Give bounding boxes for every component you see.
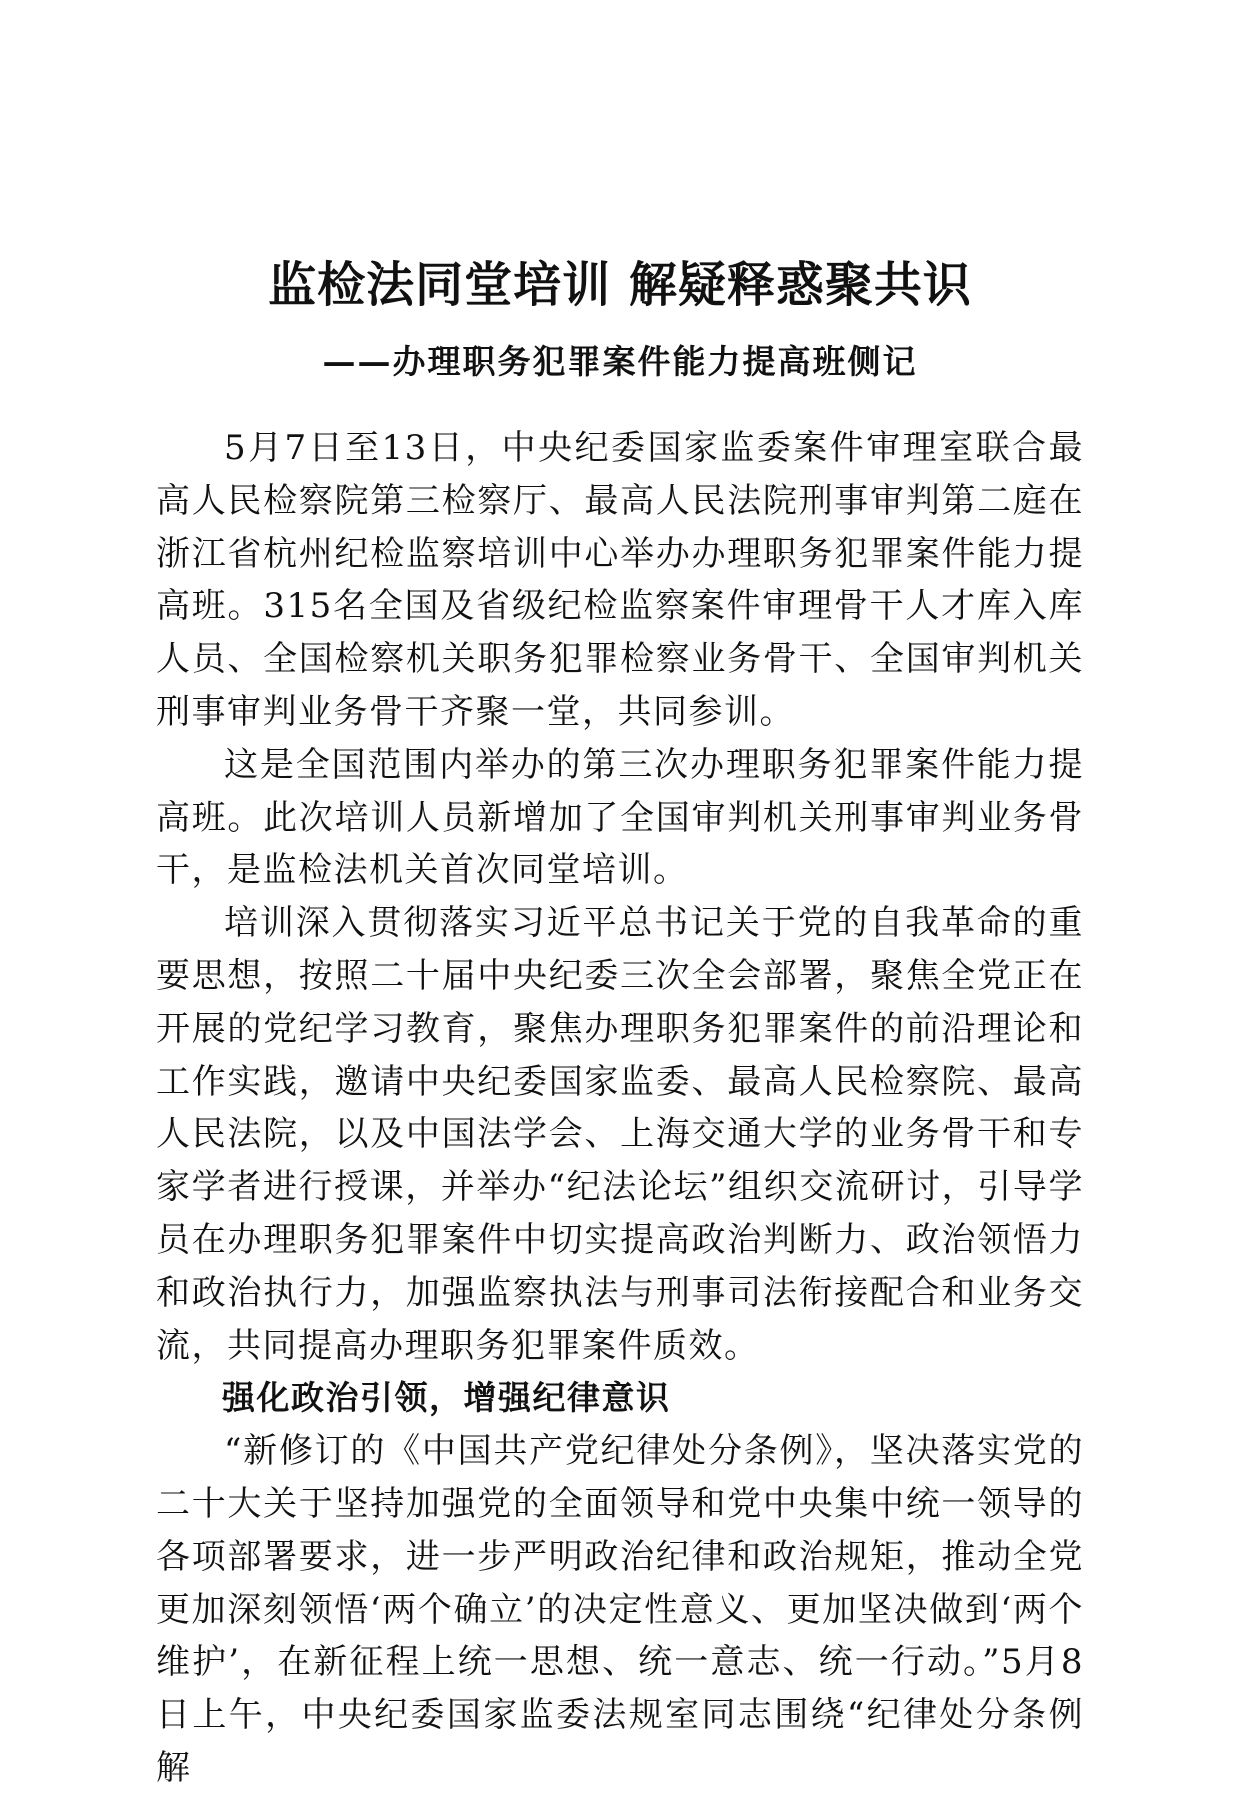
paragraph-third-session: 这是全国范围内举办的第三次办理职务犯罪案件能力提高班。此次培训人员新增加了全国审判机关刑事审判业务骨干，是监检法机关首次同堂培训。 (156, 744, 1084, 891)
paragraph-training-content: 培训深入贯彻落实习近平总书记关于党的自我革命的重要思想，按照二十届中央纪委三次全会部署，聚焦全党正在开展的党纪学习教育，聚焦办理职务犯罪案件的前沿理论和工作实践，邀请中央纪委国家监委、最高人民检察院、最高人民法院，以及中国法学会、上海交通大学的业务骨干和专家学者进行授课，并举办“纪法论坛”组织交流研讨，引导学员在办理职务犯罪案件中切实提高政治判断力、政治领悟力和政治执行力，加强监察执法与刑事司法衔接配合和业务交流，共同提高办理职务犯罪案件质效。 (156, 903, 1084, 1366)
article-subtitle: ——办理职务犯罪案件能力提高班侧记 (322, 342, 918, 381)
section-heading: 强化政治引领，增强纪律意识 (222, 1378, 671, 1418)
article-title: 监检法同堂培训 解疑释惑聚共识 (268, 257, 972, 313)
paragraph-section-one: “新修订的《中国共产党纪律处分条例》，坚决落实党的二十大关于坚持加强党的全面领导和党中央集中统一领导的各项部署要求，进一步严明政治纪律和政治规矩，推动全党更加深刻领悟‘两个确立’的决定性意义、更加坚决做到‘两个维护’，在新征程上统一思想、统一意志、统一行动。”5月8日上午，中央纪委国家监委法规室同志围绕“纪律处分条例解 (156, 1431, 1084, 1788)
paragraph-intro: 5月7日至13日，中央纪委国家监委案件审理室联合最高人民检察院第三检察厅、最高人民法院刑事审判第二庭在浙江省杭州纪检监察培训中心举办办理职务犯罪案件能力提高班。315名全国及省级纪检监察案件审理骨干人才库入库人员、全国检察机关职务犯罪检察业务骨干、全国审判机关刑事审判业务骨干齐聚一堂，共同参训。 (156, 428, 1084, 732)
article-body (156, 422, 1084, 1795)
